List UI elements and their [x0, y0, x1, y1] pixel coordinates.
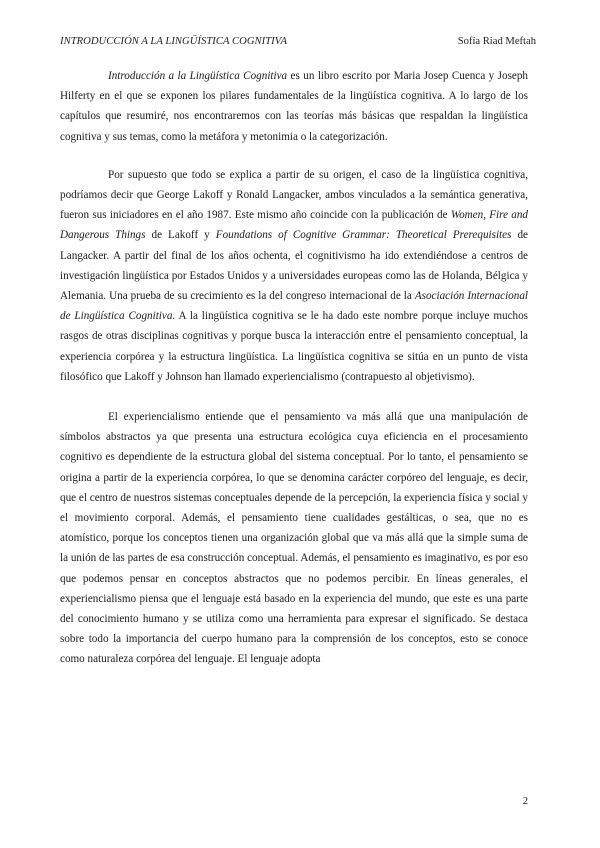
- running-header: [60, 36, 536, 47]
- document-body: [60, 66, 528, 670]
- header-title: INTRODUCCIÓN A LA LINGÜÍSTICA COGNITIVA: [60, 36, 287, 47]
- book-title-langacker: Foundations of Cognitive Grammar: Theoretical Prerequisites: [215, 229, 512, 242]
- book-title-lakoff: Women, Fire and Dangerous Things: [60, 209, 528, 242]
- paragraph-intro: Introducción a la Lingüística Cognitiva es un libro escrito por Maria Josep Cuenca y Joseph Hilferty en el que se exponen los pilares fundamentales de la lingüística cognitiva. A lo largo de los capítulos que resumiré, nos encontraremos con las teorías más básicas que respaldan la lingüística cognitiva y sus temas, como la metáfora y metonimia o la categorización.: [60, 70, 528, 143]
- page-number: 2: [522, 796, 528, 807]
- header-author: Sofía Riad Meftah: [457, 36, 536, 47]
- book-title: Introducción a la Lingüística Cognitiva: [108, 70, 288, 82]
- paragraph-origin: Por supuesto que todo se explica a partir de su origen, el caso de la lingüística cognitiva, podríamos decir que George Lakoff y Ronald Langacker, ambos vinculados a la semántica generativa, fueron sus iniciadores en el año 1987. Este mismo año coincide con la publicación de Women, Fire and Dangerous Things de Lakoff y Foundations of Cognitive Grammar: Theoretical Prerequisites de Langacker. A partir del final de los años ochenta, el cognitivismo ha ido extendiéndose a centros de investigación lingüística por Estados Unidos y a universidades europeas como las de Holanda, Bélgica y Alemania. Una prueba de su crecimiento es la del congreso internacional de la Asociación Internacional de Lingüística Cognitiva. A la lingüística cognitiva se le ha dado este nombre porque incluye muchos rasgos de otras disciplinas cognitivas y porque busca la interacción entre el pensamiento conceptual, la experiencia corpórea y la estructura lingüística. La lingüística cognitiva se sitúa en un punto de vista filosófico que Lakoff y Johnson han llamado experiencialismo (contrapuesto al objetivismo).: [60, 168, 528, 383]
- association-name: Asociación Internacional de Lingüística Cognitiva: [60, 290, 528, 323]
- paragraph-experiencialism: El experiencialismo entiende que el pensamiento va más allá que una manipulación de símbolos abstractos ya que presenta una estructura ecológica cuya eficiencia en el procesamiento cognitivo es dependiente de la estructura global del sistema conceptual. Por lo tanto, el pensamiento se origina a partir de la experiencia corpórea, lo que se denomina carácter corpóreo del lenguaje, es decir, que el centro de nuestros sistemas conceptuales depende de la percepción, la experiencia física y social y el movimiento corporal. Además, el pensamiento tiene cualidades gestálticas, o sea, que no es atomístico, porque los conceptos tienen una organización global que va más allá que la simple suma de la unión de las partes de esa construcción conceptual. Además, el pensamiento es imaginativo, es por eso que podemos pensar en conceptos abstractos que no podemos percibir. En líneas generales, el experiencialismo piensa que el lenguaje está basado en la experiencia del mundo, que este es una parte del conocimiento humano y se utiliza como una herramienta para expresar el significado. Se destaca sobre todo la importancia del cuerpo humano para la comprensión de los conceptos, esto se conoce como naturaleza corpórea del lenguaje. El lenguaje adopta: [60, 411, 528, 666]
